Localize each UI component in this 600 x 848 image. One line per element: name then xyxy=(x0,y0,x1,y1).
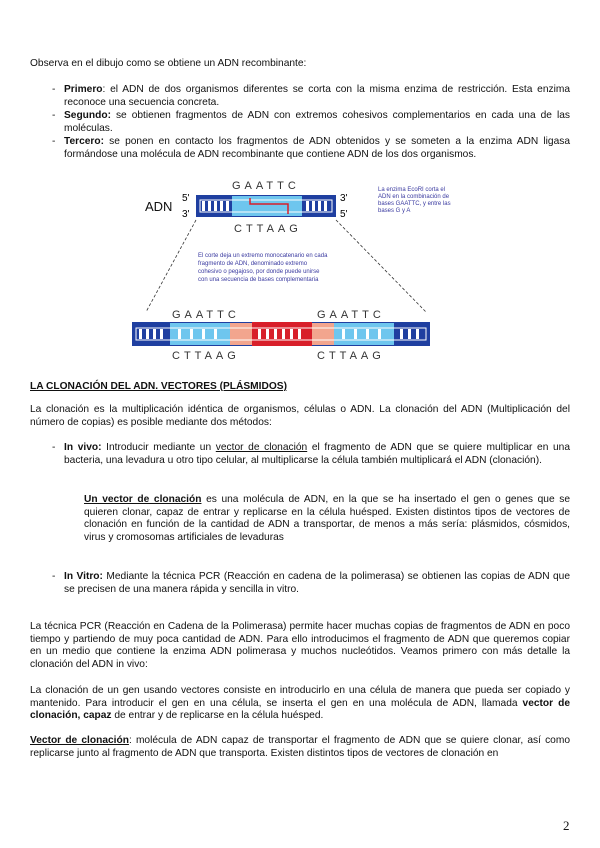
section-title: LA CLONACIÓN DEL ADN. VECTORES (PLÁSMIDOS) xyxy=(30,381,287,392)
svg-text:La enzima EcoRI corta el: La enzima EcoRI corta el xyxy=(378,187,446,193)
step-tercero: - Tercero: se ponen en contacto los fragmentos de ADN obtenidos y se someten a la enzima ADN ligasa formándose una molécula de ADN recombinante que contiene ADN de los dos organismos. xyxy=(52,136,570,160)
dna-recombination-diagram xyxy=(0,170,600,370)
para-pcr: La técnica PCR (Reacción en Cadena de la Polimerasa) permite hacer muchas copias de fragmentos de ADN en poco tiempo y partiendo de muy poca cantidad de ADN. Para ello introducimos el fragmento de ADN que queremos copiar en un medio que contiene la enzima ADN polimerasa y muchos nucleótidos. Veamos primero con más detalle la clonación del ADN in vivo: xyxy=(30,621,570,670)
cut-note xyxy=(198,253,328,283)
svg-text:bases GAATTC, y entre las: bases GAATTC, y entre las xyxy=(378,201,451,207)
para-vector: Vector de clonación: molécula de ADN capaz de transportar el fragmento de ADN que se quiere clonar, así como replicarse junto al fragmento de ADN que transporta. Existen distintos tipos de vectores de clonación en xyxy=(30,735,570,759)
five-prime-label-left: 5' xyxy=(182,193,190,204)
step-label: Segundo: xyxy=(64,110,111,121)
svg-text:cohesivo o pegajoso, por donde: cohesivo o pegajoso, por donde puede unirse xyxy=(198,269,320,275)
step-label: Tercero: xyxy=(64,136,105,147)
step-segundo: - Segundo: se obtienen fragmentos de ADN con extremos cohesivos complementarios en cada una de las moléculas. xyxy=(52,110,570,134)
right-bottom-sequence: CTTAAG xyxy=(317,350,385,362)
recombinant-dna-strand xyxy=(132,322,430,346)
intro-text: Observa en el dibujo como se obtiene un ADN recombinante: xyxy=(30,58,307,69)
five-prime-label-right: 5' xyxy=(340,209,348,220)
three-prime-label-left: 3' xyxy=(182,209,190,220)
left-top-sequence: GAATTC xyxy=(172,309,240,321)
bottom-sequence: CTTAAG xyxy=(234,223,302,235)
svg-text:fragmento de ADN, denominado e: fragmento de ADN, denominado extremo xyxy=(198,261,308,267)
step-label: Primero xyxy=(64,84,103,95)
vector-definition: Un vector de clonación es una molécula de ADN, en la que se ha insertado el gen o genes que se quieren clonar, capaz de entrar y replicarse en la célula huésped. Existen distintos tipos de vectores de clonación en función de la cantidad de ADN a transportar, de menos a más sería: plásmidos, cósmidos, virus y cromosomas artificiales de levaduras xyxy=(84,494,570,543)
adn-label: ADN xyxy=(145,199,173,214)
para-clonacion: La clonación es la multiplicación idéntica de organismos, células o ADN. La clonación del ADN (Multiplicación del número de copias) es posible mediante dos métodos: xyxy=(30,404,570,428)
method-in-vitro: - In Vitro: Mediante la técnica PCR (Reacción en cadena de la polimerasa) se obtienen las copias de ADN que se precisen de una manera rápida y sencilla in vitro. xyxy=(52,571,570,595)
enzyme-note xyxy=(378,187,451,214)
step-primero: - Primero: el ADN de dos organismos diferentes se corta con la misma enzima de restricción. Esta enzima reconoce una secuencia concreta. xyxy=(52,84,570,108)
method-in-vivo: - In vivo: Introducir mediante un vector de clonación el fragmento de ADN que se quiere multiplicar en una bacteria, una levadura u otro tipo celular, al multiplicarse la célula también multiplicará el ADN (clonación). xyxy=(52,442,571,466)
vector-link: vector de clonación xyxy=(215,442,308,453)
right-top-sequence: GAATTC xyxy=(317,309,385,321)
page-number: 2 xyxy=(563,818,570,833)
top-dna-strand xyxy=(196,195,336,217)
svg-text:bases G y A: bases G y A xyxy=(378,208,411,214)
svg-text:con una secuencia de bases com: con una secuencia de bases complementaria xyxy=(198,277,319,283)
left-bottom-sequence: CTTAAG xyxy=(172,350,240,362)
svg-text:El corte deja un extremo monoc: El corte deja un extremo monocatenario en cada xyxy=(198,253,328,259)
svg-text:ADN en la combinación de: ADN en la combinación de xyxy=(378,194,450,200)
three-prime-label-right: 3' xyxy=(340,193,348,204)
top-sequence: GAATTC xyxy=(232,180,300,192)
para-gen: La clonación de un gen usando vectores consiste en introducirlo en una célula de manera que pueda ser copiado y mantenido. Para introducir el gen en una célula, se inserta el gen en una molécula de ADN, llamada vector de clonación, capaz de entrar y de replicarse en la célula huésped. xyxy=(30,685,571,722)
